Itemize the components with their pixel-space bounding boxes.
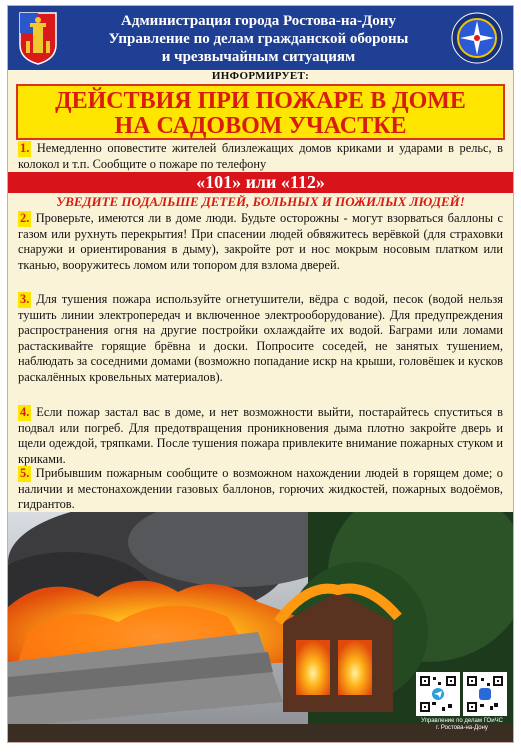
header-line-1: Администрация города Ростова-на-Дону	[121, 13, 396, 29]
item-number: 3.	[20, 292, 30, 306]
instruction-item-5	[18, 466, 503, 513]
header-title	[70, 12, 447, 66]
item-text: Для тушения пожара используйте огнетушители, вёдра с водой, песок (водой нельзя тушить линии электропередач и включенное электрооборудование). Для предупреждения распространения огня на другие постройки охлаждайте их водой. Баграми или ломами растаскивайте горящие брёвна и доски. Попросите соседей, не занятых тушением, наблюдать за соседними домами (возможно попадание искр на крыши, головёшек и кусков раскалённых кровельных материалов).	[18, 292, 503, 384]
qr-caption-line-1: Управление по делам ГОиЧС	[421, 718, 503, 724]
item-number: 5.	[20, 466, 30, 480]
warning-text: УВЕДИТЕ ПОДАЛЬШЕ ДЕТЕЙ, БОЛЬНЫХ И ПОЖИЛЫХ ЛЮДЕЙ!	[56, 194, 465, 209]
header-banner	[8, 6, 513, 70]
main-title-line-2: НА САДОВОМ УЧАСТКЕ	[114, 113, 407, 139]
instruction-item-3	[18, 292, 503, 385]
item-text: Немедленно оповестите жителей близлежащих домов криками и ударами в рельс, в колокол и т.п. Сообщите о пожаре по телефону	[18, 141, 503, 171]
city-coat-of-arms-icon	[18, 11, 58, 65]
header-line-3: и чрезвычайным ситуациям	[161, 49, 356, 65]
qr-caption-line-2: г. Ростова-на-Дону	[436, 725, 488, 731]
item-number: 2.	[20, 211, 30, 225]
informs-label: ИНФОРМИРУЕТ:	[211, 70, 310, 82]
item-number: 1.	[20, 141, 30, 155]
main-title	[16, 84, 505, 140]
telegram-qr-code-icon	[416, 672, 460, 716]
main-title-line-1: ДЕЙСТВИЯ ПРИ ПОЖАРЕ В ДОМЕ	[55, 88, 466, 114]
item-text: Если пожар застал вас в доме, и нет возможности выйти, постарайтесь спуститься в подвал или погреб. Для предотвращения проникновения дыма плотно закройте дверь и щели одеждой, тряпками. После тушения пожара привлеките внимание пожарных стуком и криками.	[18, 405, 503, 466]
emercom-emblem-icon	[451, 12, 503, 64]
instruction-item-2	[18, 211, 503, 273]
instruction-item-4	[18, 405, 503, 467]
flyer	[8, 6, 513, 742]
item-number: 4.	[20, 405, 30, 419]
vk-qr-code-icon	[463, 672, 507, 716]
item-text: Прибывшим пожарным сообщите о возможном нахождении людей в горящем доме; о наличии и местонахождении газовых баллонов, горючих жидкостей, пожарных водоёмов, гидрантов.	[18, 466, 503, 511]
header-line-2: Управление по делам гражданской обороны	[108, 31, 409, 47]
instruction-item-1	[18, 141, 503, 172]
item-text: Проверьте, имеются ли в доме люди. Будьте осторожны - могут взорваться баллоны с газом или рухнуть перекрытия! При спасении людей обвяжитесь верёвкой (для страховки снаружи и ориентирования в дыму), закройте рот и нос мокрым носовым платком или тканью, вооружитесь ломом или топором для взлома дверей.	[18, 211, 503, 272]
qr-caption	[413, 718, 511, 732]
emergency-phones-banner: «101» или «112»	[8, 172, 513, 193]
